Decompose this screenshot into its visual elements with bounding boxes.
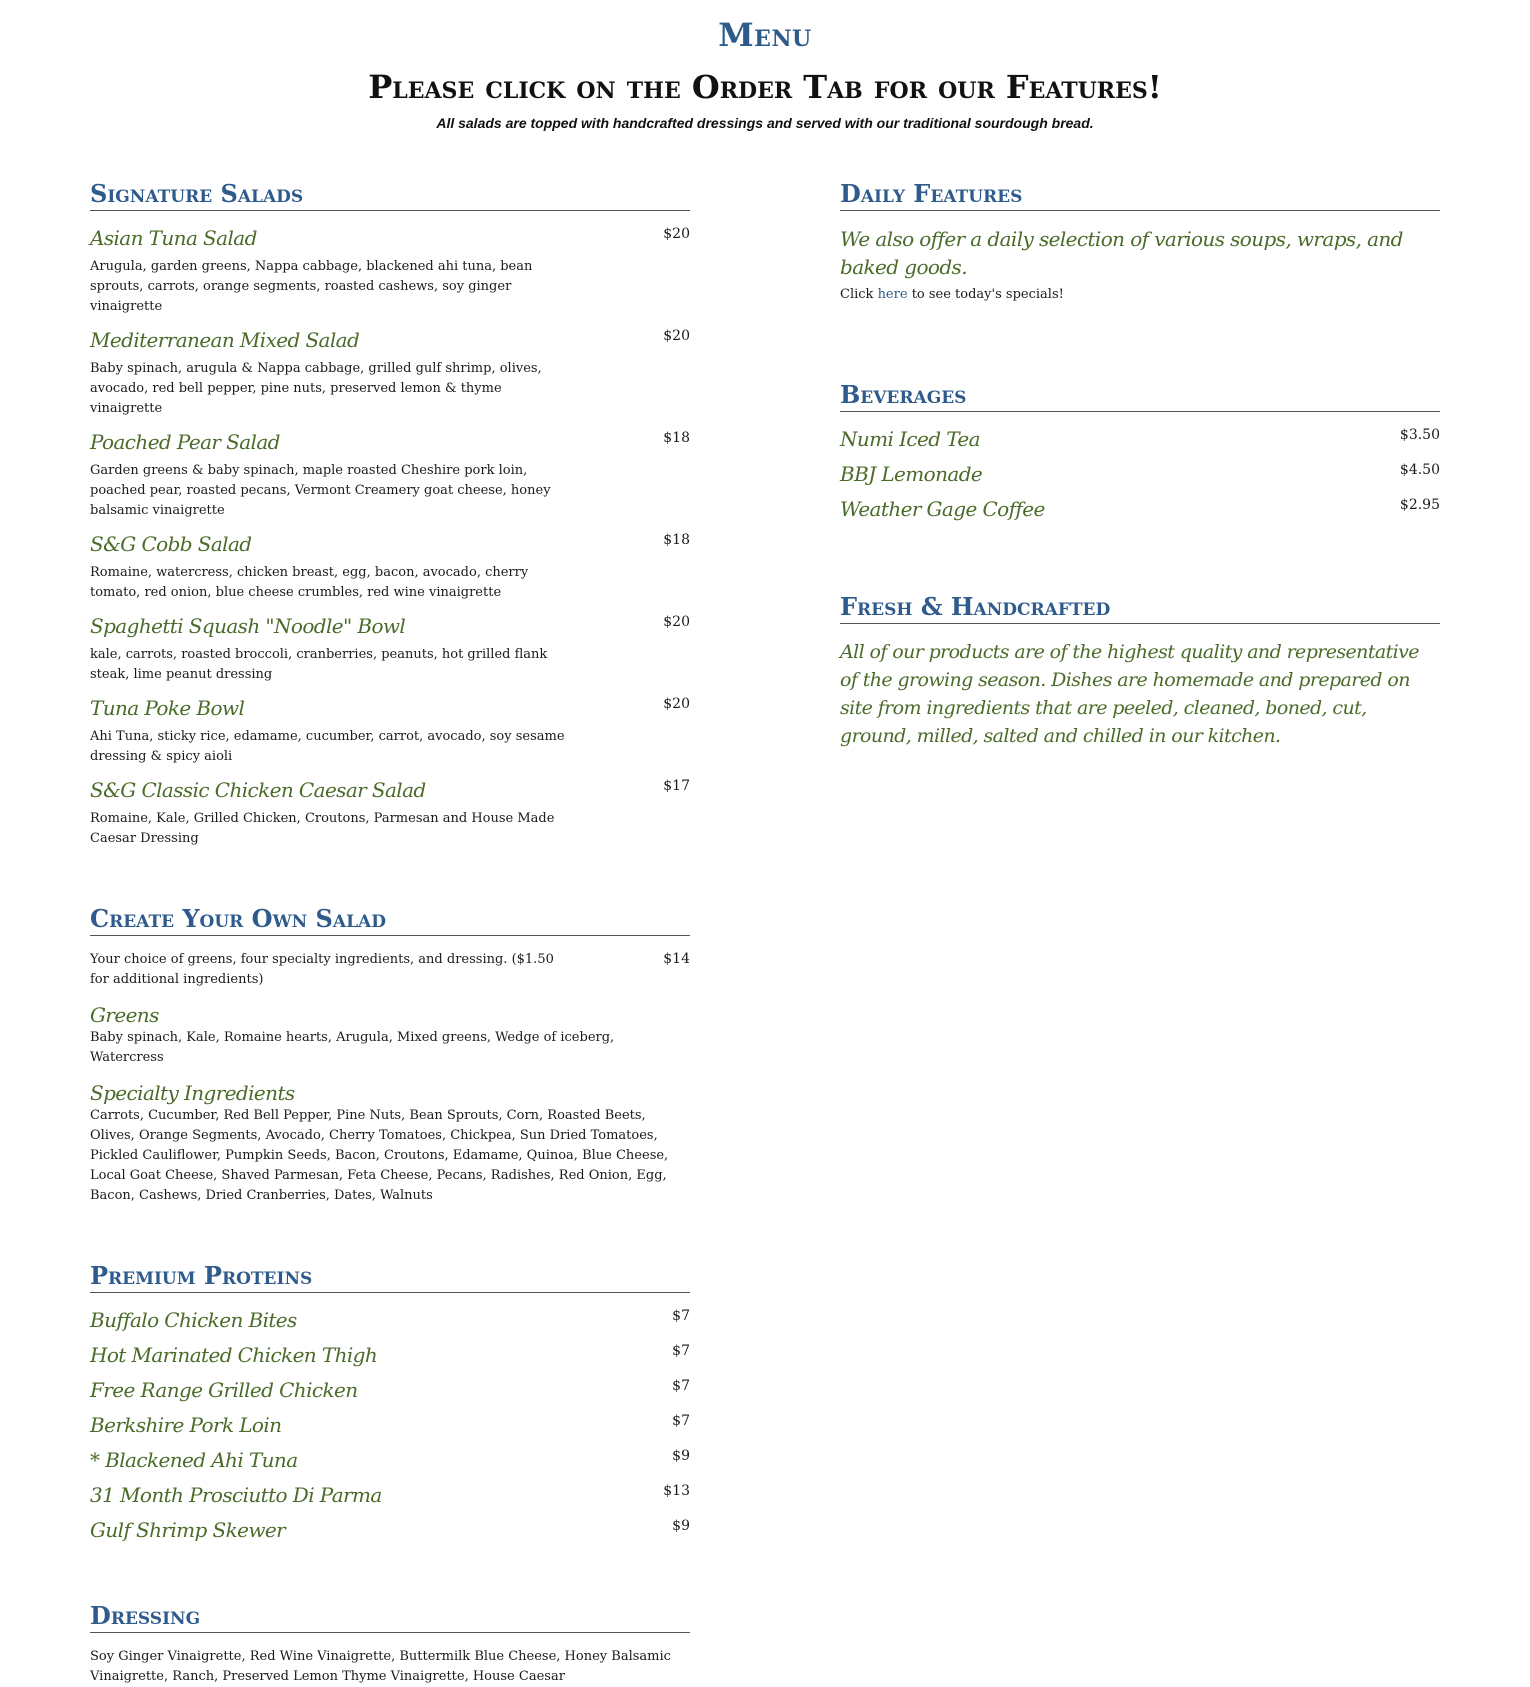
menu-item-price: $18 <box>663 532 690 548</box>
page-title: Menu <box>718 16 812 54</box>
menu-item-name: Asian Tuna Salad <box>90 226 257 250</box>
menu-item-name: S&G Cobb Salad <box>90 532 252 556</box>
menu-item-price: $2.95 <box>1399 497 1440 513</box>
greens-heading: Greens <box>90 1003 159 1027</box>
menu-item-name: Berkshire Pork Loin <box>90 1413 282 1437</box>
menu-item-name: Tuna Poke Bowl <box>90 696 245 720</box>
order-tab-banner: Please click on the Order Tab for our Features! <box>368 68 1162 106</box>
menu-item <box>90 327 690 419</box>
menu-item <box>90 695 690 767</box>
dressing-list: Soy Ginger Vinaigrette, Red Wine Vinaigrette, Buttermilk Blue Cheese, Honey Balsamic Vinaigrette, Ranch, Preserved Lemon Thyme Vinaigrette, House Caesar <box>90 1649 671 1684</box>
menu-item <box>90 531 690 603</box>
left-column <box>90 180 690 1687</box>
menu-item <box>90 1342 690 1377</box>
menu-item-price: $20 <box>663 696 690 712</box>
menu-item-description: Ahi Tuna, sticky rice, edamame, cucumber, carrot, avocado, soy sesame dressing & spicy aioli <box>90 729 565 764</box>
menu-item-name: BBJ Lemonade <box>840 462 983 486</box>
menu-item-description: Arugula, garden greens, Nappa cabbage, blackened ahi tuna, bean sprouts, carrots, orange segments, roasted cashews, soy ginger vinaigrette <box>90 259 533 314</box>
menu-item-price: $3.50 <box>1399 427 1440 443</box>
daily-features-heading: Daily Features <box>840 180 1440 211</box>
create-own-salad-item <box>90 950 690 990</box>
menu-item <box>90 777 690 849</box>
menu-item <box>90 613 690 685</box>
create-own-description: Your choice of greens, four specialty ingredients, and dressing. ($1.50 for additional ingredients) <box>90 952 554 987</box>
premium-proteins-list <box>90 1307 690 1552</box>
menu-item <box>840 461 1440 496</box>
menu-item-price: $20 <box>663 614 690 630</box>
menu-item-name: Free Range Grilled Chicken <box>90 1378 358 1402</box>
menu-item-name: Spaghetti Squash "Noodle" Bowl <box>90 614 406 638</box>
menu-item-name: Gulf Shrimp Skewer <box>90 1518 286 1542</box>
page-subtitle: All salads are topped with handcrafted dressings and served with our traditional sourdough bread. <box>436 115 1094 131</box>
specialty-ingredients-heading: Specialty Ingredients <box>90 1081 295 1105</box>
create-own-price: $14 <box>663 951 690 967</box>
menu-item-name: Mediterranean Mixed Salad <box>90 328 360 352</box>
signature-salads-heading: Signature Salads <box>90 180 690 211</box>
beverages-list <box>840 426 1440 531</box>
signature-salads-list <box>90 225 690 849</box>
daily-features-lead: We also offer a daily selection of various soups, wraps, and baked goods. <box>840 227 1403 279</box>
click-prefix: Click <box>840 287 874 302</box>
menu-item-name: * Blackened Ahi Tuna <box>90 1448 298 1472</box>
menu-item <box>840 496 1440 531</box>
menu-item-description: Baby spinach, arugula & Nappa cabbage, grilled gulf shrimp, olives, avocado, red bell pepper, pine nuts, preserved lemon & thyme vinaigrette <box>90 361 542 416</box>
menu-item-name: Poached Pear Salad <box>90 430 280 454</box>
specialty-ingredients-list: Carrots, Cucumber, Red Bell Pepper, Pine Nuts, Bean Sprouts, Corn, Roasted Beets, Olives, Orange Segments, Avocado, Cherry Tomatoes, Chickpea, Sun Dried Tomatoes, Pickled Cauliflower, Pumpkin Seeds, Bacon, Croutons, Edamame, Quinoa, Blue Cheese, Local Goat Cheese, Shaved Parmesan, Feta Cheese, Pecans, Radishes, Red Onion, Egg, Bacon, Cashews, Dried Cranberries, Dates, Walnuts <box>90 1108 669 1203</box>
menu-item <box>90 429 690 521</box>
menu-item-name: Numi Iced Tea <box>840 427 980 451</box>
menu-item-price: $13 <box>663 1483 690 1499</box>
menu-item-description: Romaine, watercress, chicken breast, egg, bacon, avocado, cherry tomato, red onion, blue cheese crumbles, red wine vinaigrette <box>90 565 529 600</box>
daily-features-click-line <box>840 285 1440 305</box>
greens-list: Baby spinach, Kale, Romaine hearts, Arugula, Mixed greens, Wedge of iceberg, Watercress <box>90 1030 615 1065</box>
dressing-heading: Dressing <box>90 1602 690 1633</box>
menu-item <box>840 426 1440 461</box>
menu-item <box>90 1377 690 1412</box>
menu-item-price: $9 <box>672 1518 690 1534</box>
menu-item-name: 31 Month Prosciutto Di Parma <box>90 1483 382 1507</box>
fresh-handcrafted-text: All of our products are of the highest quality and representative of the growing season. Dishes are homemade and prepared on site from ingredients that are peeled, cleaned, boned, cut, ground, milled, salted and chilled in our kitchen. <box>840 641 1419 747</box>
fresh-handcrafted-heading: Fresh & Handcrafted <box>840 593 1440 624</box>
menu-item <box>90 1447 690 1482</box>
menu-item-price: $9 <box>672 1448 690 1464</box>
click-suffix: to see today's specials! <box>911 287 1064 302</box>
specials-link[interactable]: here <box>877 287 908 302</box>
menu-item-name: Weather Gage Coffee <box>840 497 1045 521</box>
menu-item-price: $7 <box>672 1343 690 1359</box>
menu-item-price: $7 <box>672 1378 690 1394</box>
menu-item <box>90 1517 690 1552</box>
menu-item-price: $17 <box>663 778 690 794</box>
menu-item <box>90 1412 690 1447</box>
menu-item-description: Garden greens & baby spinach, maple roasted Cheshire pork loin, poached pear, roasted pecans, Vermont Creamery goat cheese, honey balsamic vinaigrette <box>90 463 551 518</box>
menu-item-price: $18 <box>663 430 690 446</box>
menu-item-price: $7 <box>672 1413 690 1429</box>
menu-item-description: kale, carrots, roasted broccoli, cranberries, peanuts, hot grilled flank steak, lime peanut dressing <box>90 647 548 682</box>
premium-proteins-heading: Premium Proteins <box>90 1262 690 1293</box>
menu-item <box>90 1482 690 1517</box>
menu-item-price: $4.50 <box>1399 462 1440 478</box>
menu-item-price: $20 <box>663 226 690 242</box>
create-own-salad-heading: Create Your Own Salad <box>90 905 690 936</box>
menu-item-name: S&G Classic Chicken Caesar Salad <box>90 778 426 802</box>
menu-item-price: $20 <box>663 328 690 344</box>
right-column <box>840 180 1440 750</box>
menu-item <box>90 1307 690 1342</box>
menu-item <box>90 225 690 317</box>
menu-item-name: Buffalo Chicken Bites <box>90 1308 297 1332</box>
beverages-heading: Beverages <box>840 381 1440 412</box>
menu-item-description: Romaine, Kale, Grilled Chicken, Croutons, Parmesan and House Made Caesar Dressing <box>90 811 555 846</box>
menu-item-name: Hot Marinated Chicken Thigh <box>90 1343 378 1367</box>
menu-item-price: $7 <box>672 1308 690 1324</box>
